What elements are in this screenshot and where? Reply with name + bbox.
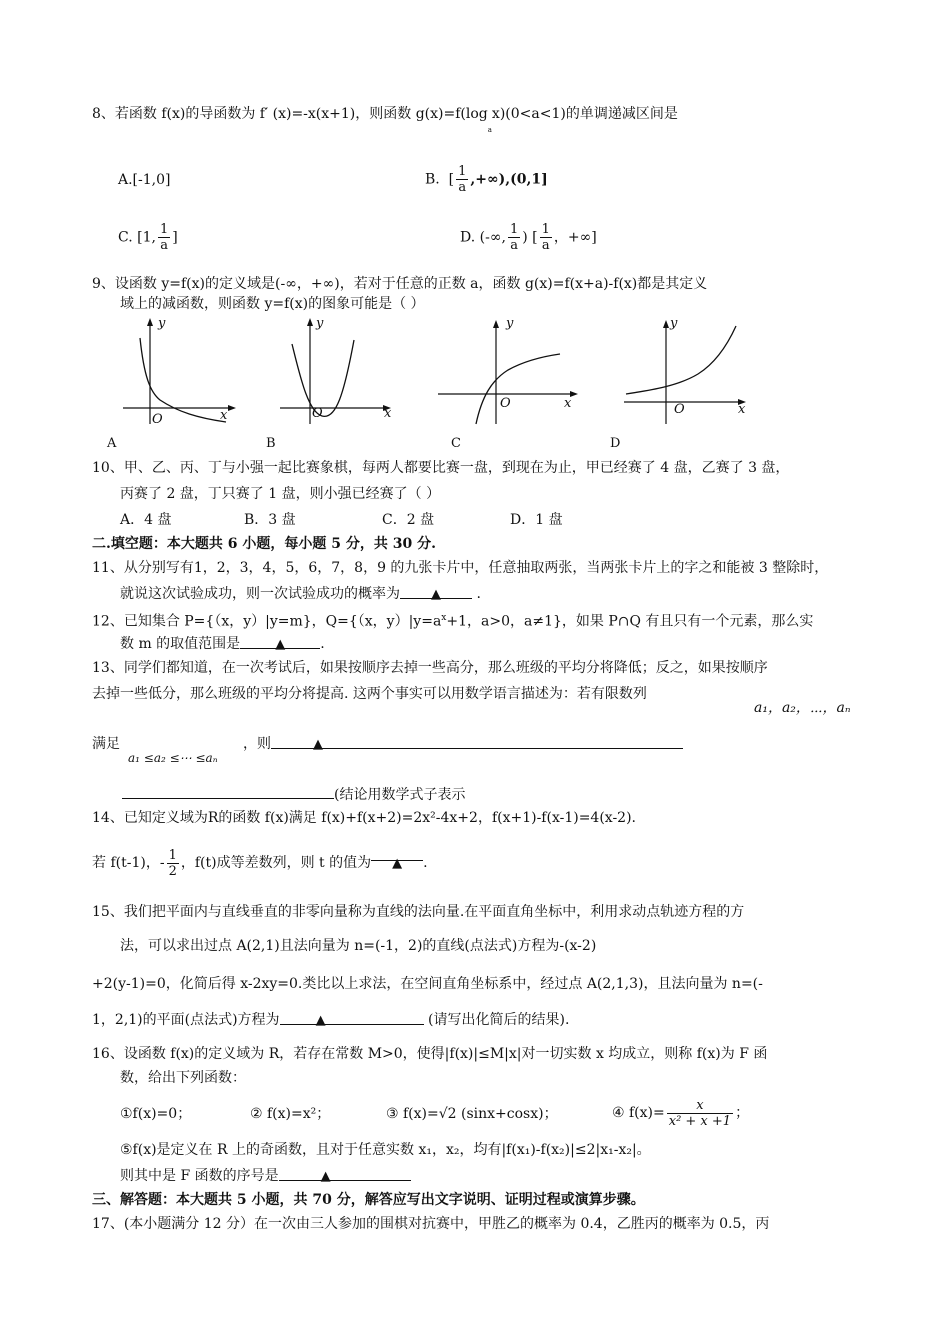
q9-line-1: 9、设函数 y=f(x)的定义域是(-∞，+∞)，若对于任意的正数 a，函数 g(x)=f(x+a)-f(x)都是其定义 [92,276,708,292]
y-axis-arrow [493,320,499,328]
y-axis-arrow [663,320,669,328]
q15-line-1: 15、我们把平面内与直线垂直的非零向量称为直线的法向量.在平面直角坐标中，利用求动点轨迹方程的方 [92,904,745,920]
q11-line-2: 就说这次试验成功，则一次试验成功的概率为 ▲ . [120,586,481,602]
q13-line-4: (结论用数学式子表示 [122,784,465,805]
section-2-heading: 二.填空题：本大题共 6 小题，每小题 5 分，共 30 分. [92,536,436,552]
q16-answer-blank[interactable]: ▲ [279,1166,411,1181]
q14-line-1: 14、已知定义域为R的函数 f(x)满足 f(x)+f(x+2)=2x²-4x+2，f(x+1)-f(x-1)=4(x-2). [92,810,637,826]
curve-b [292,340,354,416]
curve-d [626,326,736,394]
q16-item-3: ③ f(x)=√2 (sinx+cosx)； [386,1106,558,1122]
q9-graph-d [622,316,752,428]
q15-line-2: 法，可以求出过点 A(2,1)且法向量为 n=(-1，2)的直线(点法式)方程为-(x-2) [120,938,597,954]
q16-line-1: 16、设函数 f(x)的定义域为 R，若存在常数 M>0，使得|f(x)|≤M|x|对一切实数 x 均成立，则称 f(x)为 F 函 [92,1046,768,1062]
q13-line-3: 满足 [92,736,120,752]
q16-item-5: ⑤f(x)是定义在 R 上的奇函数，且对于任意实数 x₁，x₂，均有|f(x₁)-f(x₂)|≤2|x₁-x₂|。 [120,1142,651,1158]
x-axis-arrow [228,405,236,411]
q11-line-1: 11、从分别写有1，2，3，4，5，6，7，8，9 的九张卡片中，任意抽取两张，当两张卡片上的字之和能被 3 整除时， [92,560,829,576]
q17-line-1: 17、(本小题满分 12 分）在一次由三人参加的围棋对抗赛中，甲胜乙的概率为 0.4，乙胜丙的概率为 0.5，丙 [92,1216,770,1232]
q10-line-1: 10、甲、乙、丙、丁与小强一起比赛象棋，每两人都要比赛一盘，到现在为止，甲已经赛了 4 盘，乙赛了 3 盘， [92,460,790,476]
q8-stem: 8、若函数 f(x)的导函数为 f′ (x)=-x(x+1)，则函数 $g(x)=f(\log_ax)(0<a<1)$的单调递减区间是 [92,106,678,134]
q8-d-fraction-2: $\frac{1}{a}$ [541,222,550,253]
graph-b-x-label: x [384,406,392,421]
y-axis-arrow [147,318,153,326]
curve-a [140,338,226,422]
q9-graph-b [278,316,398,428]
q13-line-1: 13、同学们都知道，在一次考试后，如果按顺序去掉一些高分，那么班级的平均分将降低；反之，如果按顺序 [92,660,768,676]
q13-then: ，则 ▲ [243,734,683,754]
y-axis-arrow [307,318,313,326]
q10-option-d: D．1 盘 [510,512,563,528]
graph-b-caption: B [266,436,276,451]
q12-line-2: 数 m 的取值范围是 ▲ . [120,636,325,652]
q16-item-1: ①f(x)=0； [120,1106,192,1122]
q13-answer-blank-2[interactable] [122,784,334,799]
graph-c-origin: O [500,396,511,411]
q10-line-2: 丙赛了 2 盘，丁只赛了 1 盘，则小强已经赛了（ ） [120,486,441,502]
q9-line-2: 域上的减函数，则函数 y=f(x)的图象可能是（ ） [120,296,425,312]
graph-c-x-label: x [564,396,572,411]
q13-condition: a₁ ≤a₂ ≤⋯ ≤aₙ [128,751,218,765]
q14-line-2: 若 f(t-1)，- $\frac{1}{2}$ ，f(t)成等差数列，则 t 的值为 ▲ . [92,847,428,879]
q16-item-4-fraction: $\frac{x}{\text{x² + x +1}}$ [668,1097,732,1129]
q10-option-c: C．2 盘 [382,512,435,528]
q13-answer-blank[interactable]: ▲ [271,734,683,749]
q16-item-4: ④ f(x)= $\frac{x}{\text{x² + x +1}}$ ； [612,1097,750,1129]
q15-line-3: +2(y-1)=0，化简后得 x-2xy=0.类比以上求法，在空间直角坐标系中，经过点 A(2,1,3)，且法向量为 n=(- [92,976,763,992]
graph-c-caption: C [451,436,461,451]
graph-d-x-label: x [738,402,746,417]
graph-a-caption: A [107,436,117,451]
graph-d-y-label: y [670,316,678,331]
section-3-heading: 三、解答题：本大题共 5 小题，共 70 分，解答应写出文字说明、证明过程或演算步骤。 [92,1192,645,1208]
q14-fraction: $\frac{1}{2}$ [168,847,177,879]
q8-c-fraction: $\frac{1}{a}$ [159,222,169,253]
q9-graph-c [436,316,586,428]
q8-option-b: B. [ $\frac{1}{a}$ ,+∞),(0,1] [425,164,548,195]
q16-line-last: 则其中是 F 函数的序号是 ▲ [120,1166,411,1186]
q8-b-fraction: $\frac{1}{a}$ [458,164,467,195]
q8-option-c: C. [1, $\frac{1}{a}$ ] [118,222,178,253]
graph-d-origin: O [674,402,685,417]
q8-option-a: A.[-1,0] [118,172,171,188]
q10-option-b: B．3 盘 [244,512,296,528]
q13-line-2: 去掉一些低分，那么班级的平均分将提高. 这两个事实可以用数学语言描述为：若有限数列 [92,686,647,702]
q11-answer-blank[interactable]: ▲ [400,584,472,599]
graph-d-caption: D [610,436,621,451]
graph-c-y-label: y [506,316,514,331]
graph-a-x-label: x [220,408,228,423]
q8-d-fraction-1: $\frac{1}{a}$ [509,222,519,253]
graph-a-y-label: y [158,316,166,331]
q12-answer-blank[interactable]: ▲ [240,634,320,649]
q13-sequence: a₁，a₂，⋯，aₙ [754,700,851,716]
graph-a-origin: O [152,412,163,427]
q14-answer-blank[interactable]: ▲ [371,846,423,861]
q12-line-1: 12、已知集合 P={（x，y）|y=m}，Q={（x，$y)|y=a^x+1$，a>0，a≠1}，如果 P∩Q 有且只有一个元素，那么实 [92,613,814,630]
q10-option-a: A．4 盘 [120,512,172,528]
q15-line-4: 1，2,1)的平面(点法式)方程为 ▲ (请写出化简后的结果). [92,1012,570,1028]
q8-option-d: D. (-∞, $\frac{1}{a}$ ) [ $\frac{1}{a}$ ，+∞] [460,222,597,253]
q16-line-2: 数，给出下列函数： [120,1070,246,1086]
curve-c [476,354,560,424]
graph-b-y-label: y [316,316,324,331]
graph-b-origin: O [312,406,323,421]
q15-answer-blank[interactable]: ▲ [280,1010,424,1025]
q16-item-2: ② f(x)=x²； [250,1106,331,1122]
